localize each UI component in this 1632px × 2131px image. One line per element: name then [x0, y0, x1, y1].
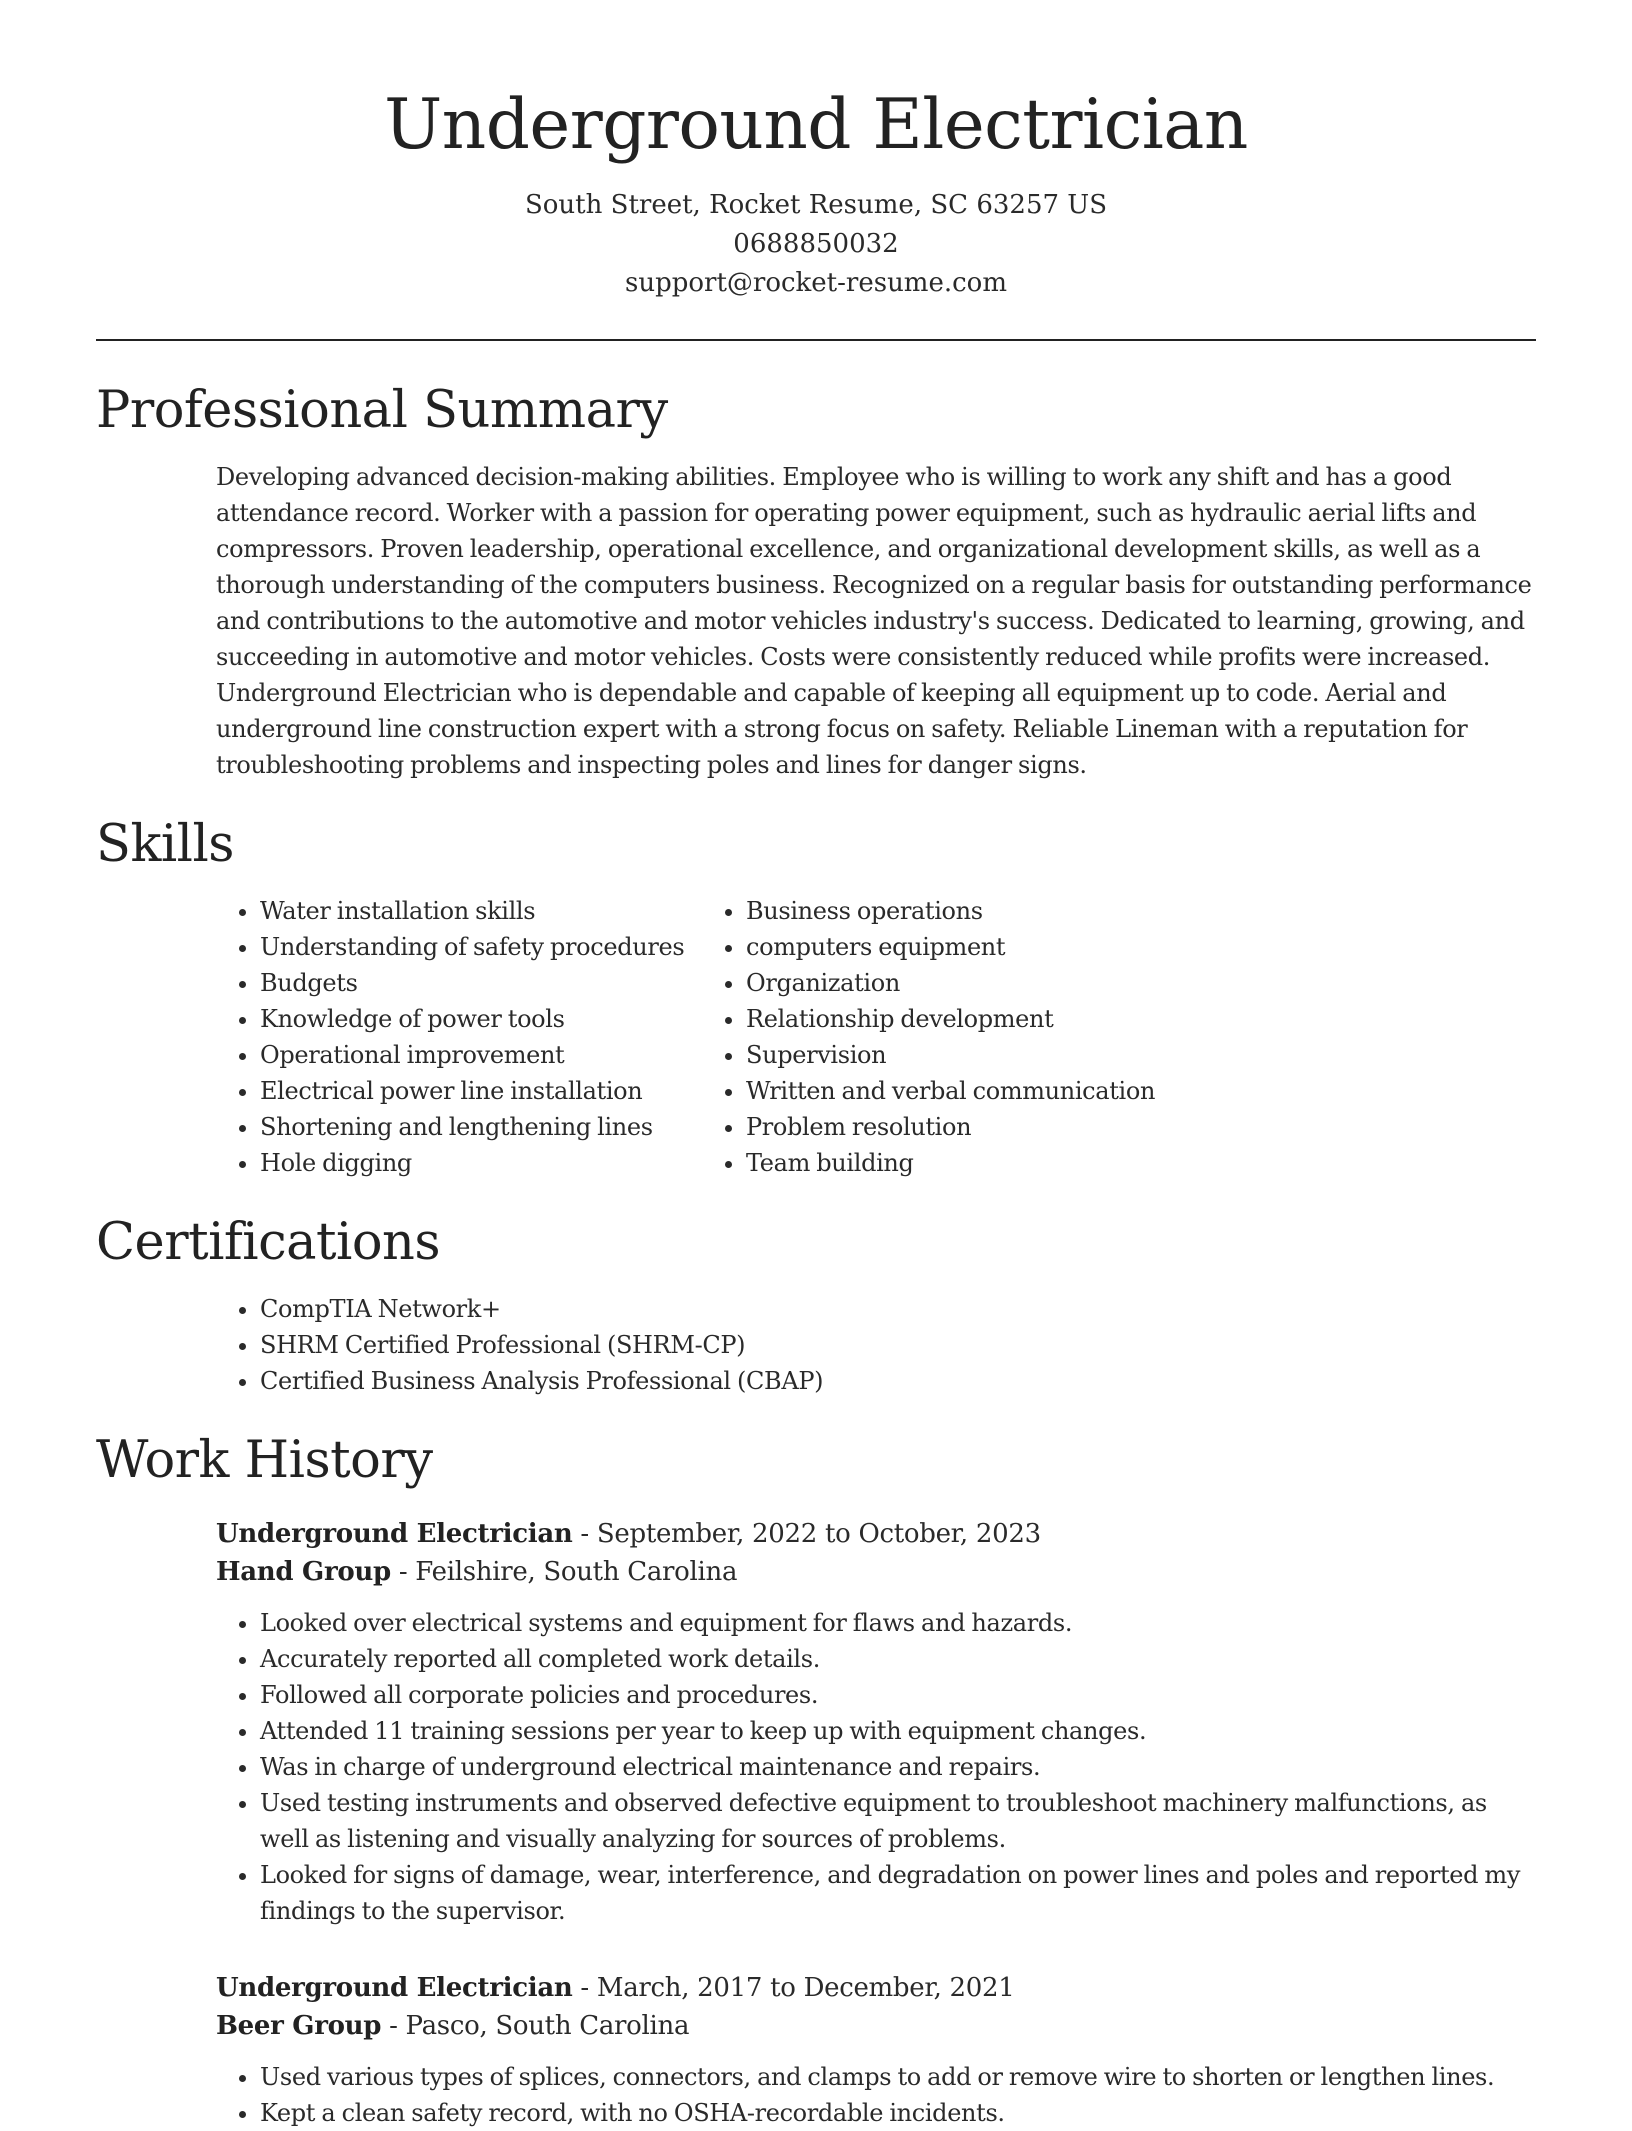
list-item: • Certified Business Analysis Professional (CBAP) [260, 1363, 1536, 1399]
list-item: • Business operations [746, 893, 1155, 929]
job-role: Underground Electrician [216, 1519, 573, 1549]
job-entry [96, 1515, 1536, 1929]
job-company-line [216, 2007, 1536, 2045]
list-item: • Understanding of safety procedures [260, 929, 746, 965]
list-item: • Water installation skills [260, 893, 746, 929]
summary-section [96, 379, 1536, 783]
list-item: • Looked for signs of damage, wear, interference, and degradation on power lines and poles and reported my findings to the supervisor. [260, 1857, 1536, 1929]
list-item: • Used various types of splices, connectors, and clamps to add or remove wire to shorten or lengthen lines. [260, 2059, 1536, 2095]
skills-section [96, 813, 1536, 1181]
list-item: • Accurately reported all completed work details. [260, 1641, 1536, 1677]
address: South Street, Rocket Resume, SC 63257 US [524, 190, 1108, 220]
job-bullets [216, 2059, 1536, 2131]
list-item: • Problem resolution [746, 1109, 1155, 1145]
job-location: - Feilshire, South Carolina [390, 1557, 738, 1587]
job-entry [96, 1969, 1536, 2131]
job-title-line [216, 1515, 1536, 1553]
certifications-section [96, 1211, 1536, 1399]
job-location: - Pasco, South Carolina [381, 2011, 690, 2041]
email-address: support@rocket-resume.com [624, 268, 1007, 298]
work-history-section [96, 1429, 1536, 2131]
list-item: • Budgets [260, 965, 746, 1001]
section-title-skills: Skills [96, 815, 234, 874]
list-item: • Supervision [746, 1037, 1155, 1073]
job-company: Beer Group [216, 2011, 382, 2041]
skills-list-right [746, 893, 1155, 1181]
list-item: • Hole digging [260, 1145, 746, 1181]
phone-number: 0688850032 [733, 229, 899, 259]
job-role: Underground Electrician [216, 1973, 573, 2003]
job-dates: - March, 2017 to December, 2021 [572, 1973, 1015, 2003]
list-item: • Relationship development [746, 1001, 1155, 1037]
list-item: • CompTIA Network+ [260, 1291, 1536, 1327]
job-bullets [216, 1605, 1536, 1929]
skills-columns [96, 893, 1536, 1181]
job-title-line [216, 1969, 1536, 2007]
list-item: • Looked over electrical systems and equipment for flaws and hazards. [260, 1605, 1536, 1641]
list-item: • Operational improvement [260, 1037, 746, 1073]
list-item: • Organization [746, 965, 1155, 1001]
section-title-work-history: Work History [96, 1431, 433, 1490]
list-item: • Used testing instruments and observed defective equipment to troubleshoot machinery malfunctions, as well as listening and visually analyzing for sources of problems. [260, 1785, 1536, 1857]
list-item: • Shortening and lengthening lines [260, 1109, 746, 1145]
header-divider [96, 339, 1536, 341]
certifications-list [96, 1291, 1536, 1399]
list-item: • computers equipment [746, 929, 1155, 965]
list-item: • Kept a clean safety record, with no OSHA-recordable incidents. [260, 2095, 1536, 2131]
resume-header [96, 0, 1536, 303]
job-dates: - September, 2022 to October, 2023 [572, 1519, 1041, 1549]
list-item: • Written and verbal communication [746, 1073, 1155, 1109]
section-title-certifications: Certifications [96, 1213, 441, 1272]
section-title-summary: Professional Summary [96, 381, 668, 440]
list-item: • Attended 11 training sessions per year to keep up with equipment changes. [260, 1713, 1536, 1749]
list-item: • Was in charge of underground electrical maintenance and repairs. [260, 1749, 1536, 1785]
list-item: • Team building [746, 1145, 1155, 1181]
list-item: • Knowledge of power tools [260, 1001, 746, 1037]
candidate-name: Underground Electrician [384, 85, 1248, 165]
skills-list-left [96, 893, 746, 1181]
job-company: Hand Group [216, 1557, 391, 1587]
list-item: • Electrical power line installation [260, 1073, 746, 1109]
list-item: • Followed all corporate policies and procedures. [260, 1677, 1536, 1713]
summary-text: Developing advanced decision-making abilities. Employee who is willing to work any shift and has a good attendance record. Worker with a passion for operating power equipment, such as hydraulic aerial lifts and compressors. Proven leadership, operational excellence, and organizational development skills, as well as a thorough understanding of the computers business. Recognized on a regular basis for outstanding performance and contributions to the automotive and motor vehicles industry's success. Dedicated to learning, growing, and succeeding in automotive and motor vehicles. Costs were consistently reduced while profits were increased. Underground Electrician who is dependable and capable of keeping all equipment up to code. Aerial and underground line construction expert with a strong focus on safety. Reliable Lineman with a reputation for troubleshooting problems and inspecting poles and lines for danger signs. [216, 463, 1532, 779]
list-item: • SHRM Certified Professional (SHRM-CP) [260, 1327, 1536, 1363]
job-company-line [216, 1553, 1536, 1591]
